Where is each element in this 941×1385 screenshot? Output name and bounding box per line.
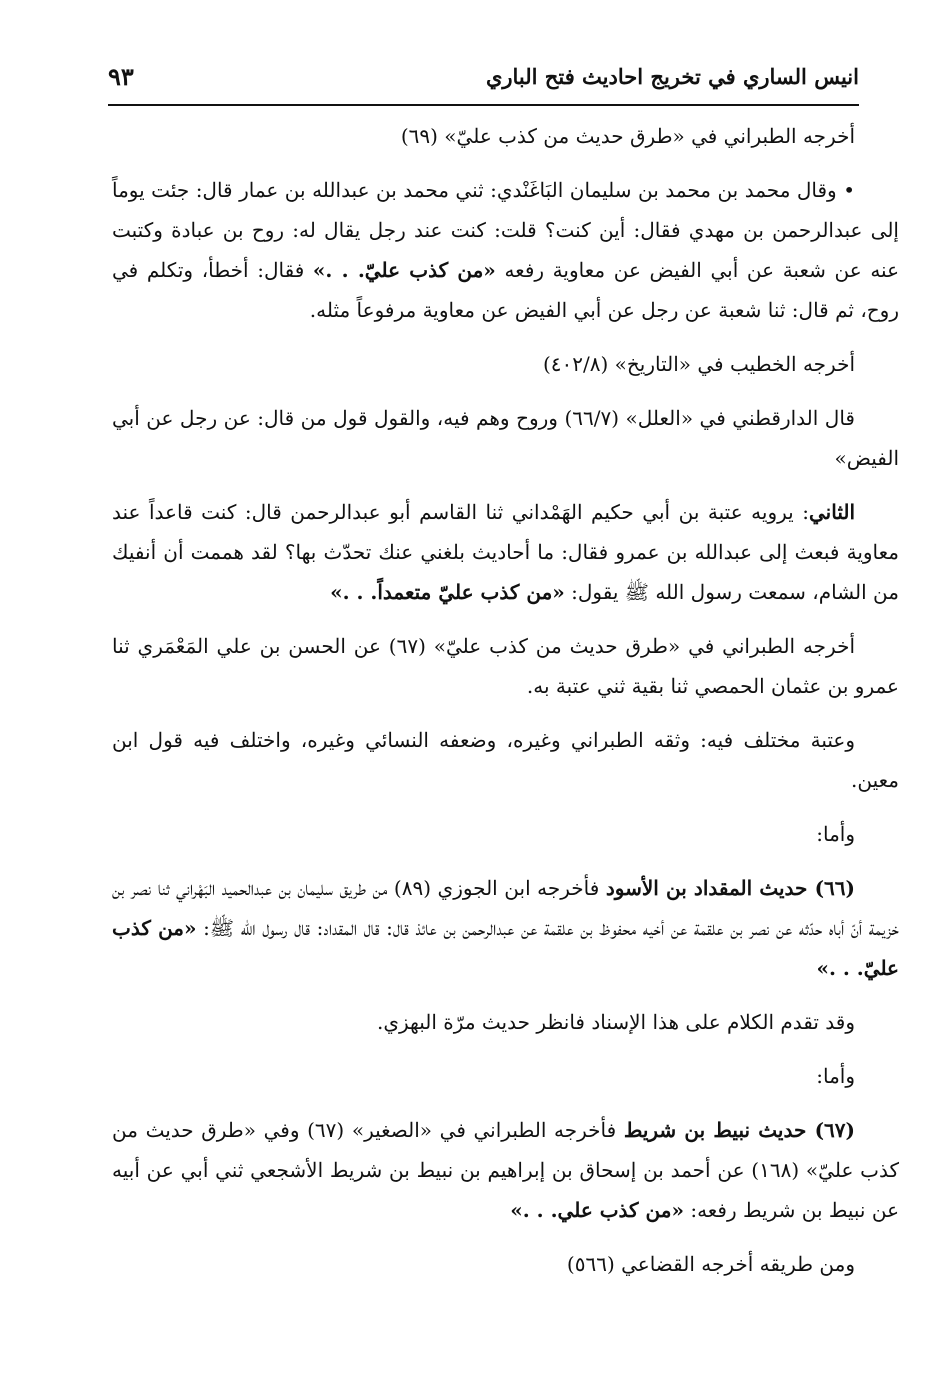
paragraph-daraqutni: قال الدارقطني في «العلل» (٦٦/٧) وروح وهم فيه، والقول قول من قال: عن رجل عن أبي الفيض» (112, 406, 899, 470)
hadith-quote: «من كذب عليّ. . .» (312, 258, 496, 282)
hadith-quote: «من كذب عليّ. . .» (112, 916, 899, 980)
hadith-quote: «من كذب علي. . .» (510, 1198, 684, 1222)
paragraph-tabarani-67: أخرجه الطبراني في «طرق حديث من كذب عليّ» (٦٧) عن الحسن بن علي المَعْمَري ثنا عمرو بن عثمان الحمصي ثنا بقية ثني عتبة به. (112, 634, 899, 698)
book-title: انيس الساري في تخريج احاديث فتح الباري (485, 64, 859, 89)
running-header (108, 60, 859, 106)
page-body (112, 116, 899, 1284)
paragraph-baghandi: • وقال محمد بن محمد بن سليمان البَاغَنْدي: ثني محمد بن عبدالله بن عمار قال: جئت يوماً إلى عبدالرحمن بن مهدي فقال: أين كنت؟ قلت: كنت عند رجل يقال له: روح بن عبادة وكتبت عنه عن شعبة عن أبي الفيض عن معاوية رفعه «من كذب عليّ. . .» فقال: أخطأ، وتكلم في روح، ثم قال: ثنا شعبة عن رجل عن أبي الفيض عن معاوية مرفوعاً مثله. (112, 178, 900, 322)
hadith-heading: (٦٦) حديث المقداد بن الأسود (605, 876, 855, 900)
paragraph-second-route: الثاني: يرويه عتبة بن أبي حكيم الهَمْداني ثنا القاسم أبو عبدالرحمن قال: كنت قاعداً عند معاوية فبعث إلى عبدالله بن عمرو فقال: ما أحاديث بلغني عنك تحدّث بها؟ لقد هممت أن أنفيك من الشام، سمعت رسول الله ﷺ يقول: «من كذب عليّ متعمداً. . .» (112, 500, 899, 604)
section-label: الثاني (808, 500, 855, 524)
paragraph-qudai: ومن طريقه أخرجه القضاعي (٥٦٦) (566, 1252, 855, 1276)
paragraph-amma-1: وأما: (816, 822, 855, 846)
paragraph-amma-2: وأما: (816, 1064, 855, 1088)
paragraph-tabarani-69: أخرجه الطبراني في «طرق حديث من كذب عليّ» (٦٩) (400, 124, 855, 148)
paragraph-isnad-note: وقد تقدم الكلام على هذا الإسناد فانظر حديث مرّة البهزي. (377, 1010, 855, 1034)
hadith-heading: (٦٧) حديث نبيط بن شريط (623, 1118, 855, 1142)
page-number: ٩٣ (108, 62, 134, 91)
paragraph-khatib: أخرجه الخطيب في «التاريخ» (٤٠٢/٨) (542, 352, 855, 376)
header-rule (108, 104, 859, 106)
paragraph-hadith-67: (٦٧) حديث نبيط بن شريط فأخرجه الطبراني في «الصغير» (٦٧) وفي «طرق حديث من كذب عليّ» (١٦٨) عن أحمد بن إسحاق بن إبراهيم بن نبيط بن شريط الأشجعي ثني أبي عن أبيه عن نبيط بن شريط رفعه: «من كذب علي. . .» (112, 1118, 899, 1222)
paragraph-hadith-66: (٦٦) حديث المقداد بن الأسود فأخرجه ابن الجوزي (٨٩) من طريق سليمان بن عبدالحميد البَهْراني ثنا نصر بن خزيمة أنّ أباه حدّثه عن نصر بن علقمة عن أخيه محفوظ بن علقمة عن عبدالرحمن بن عائذ قال: قال المقداد: قال رسول الله ﷺ: «من كذب عليّ. . .» (112, 876, 899, 980)
paragraph-utba: وعتبة مختلف فيه: وثقه الطبراني وغيره، وضعفه النسائي وغيره، واختلف فيه قول ابن معين. (112, 728, 899, 792)
hadith-quote: «من كذب عليّ متعمداً. . .» (330, 580, 565, 604)
